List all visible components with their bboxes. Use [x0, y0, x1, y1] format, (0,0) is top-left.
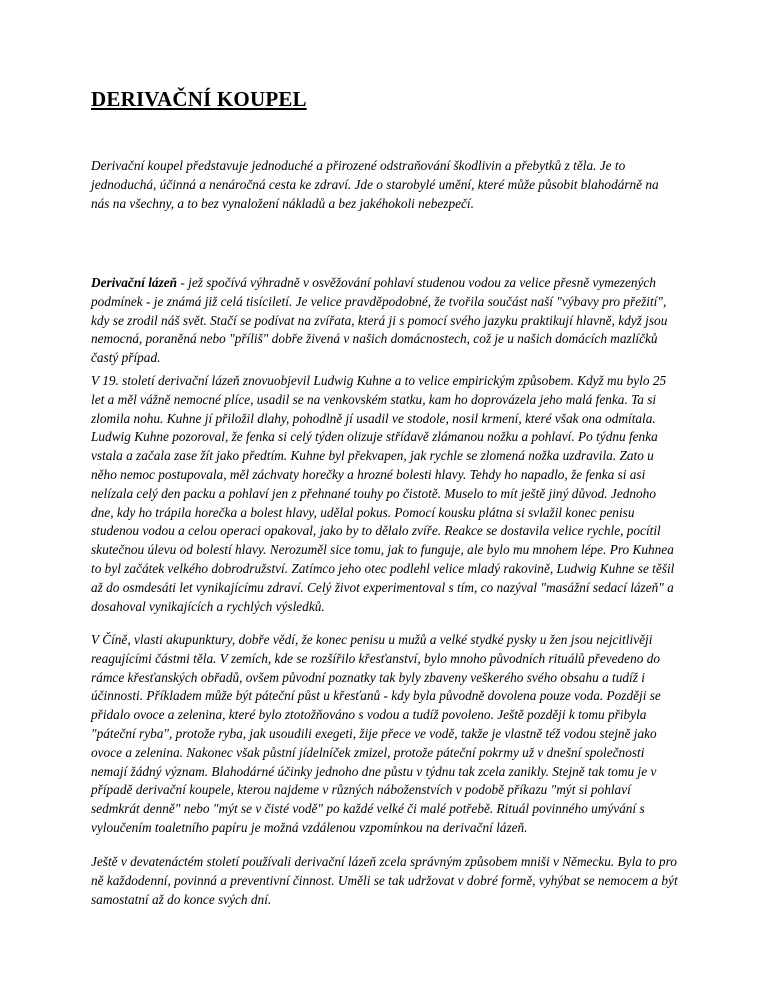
paragraph-body: - jež spočívá výhradně v osvěžování pohlaví studenou vodou za velice přesně vymezených podmínek - je známá již celá tisíciletí. Je velice pravděpodobné, že tvořila součást naší "výbavy pro přežití", kdy se zrodil náš svět. Stačí se podívat na zvířata, která ji s pomocí svého jazyku praktikují hlavně, když jsou nemocná, poraněná nebo "příliš" dobře živená v našich domácnostech, což je u našich domácích mazlíčků častý případ. — [91, 275, 668, 366]
paragraph-mnisi: Ještě v devatenáctém století používali derivační lázeň zcela správným způsobem mniši v Německu. Byla to pro ně každodenní, povinná a preventivní činnost. Uměli se tak udržovat v dobré formě, vyhýbat se nemocem a být samostatní až do konce svých dní. — [91, 854, 678, 907]
paragraph-intro: Derivační koupel představuje jednoduché a přirozené odstraňování škodlivin a přebytků z těla. Je to jednoduchá, účinná a nenáročná cesta ke zdraví. Jde o starobylé umění, které může působit blahodárně na nás na všechny, a to bez vynaložení nákladů a bez jakéhokoli nebezpečí. — [91, 158, 659, 211]
document-title: DERIVAČNÍ KOUPEL — [91, 87, 307, 111]
paragraph-lead-bold: Derivační lázeň — [91, 275, 178, 290]
paragraph-kuhne: V 19. století derivační lázeň znovuobjevil Ludwig Kuhne a to velice empirickým způsobem. Když mu bylo 25 let a měl vážně nemocné plíce, usadil se na venkovském statku, kam ho doprovázela jeho malá fenka. Ta si zlomila nohu. Kuhne jí přiložil dlahy, pohodlně jí usadil ve stodole, nosil krmení, které však ona odmítala. Ludwig Kuhne pozoroval, že fenka si celý týden olizuje střídavě zlámanou nožku a pohlaví. Po týdnu fenka vstala a začala zase žít jako předtím. Kuhne byl překvapen, jak rychle se zlomená nožka uzdravila. Zato u něho nemoc postupovala, měl záchvaty horečky a hrozné bolesti hlavy. Tehdy ho napadlo, že fenka si asi nelízala celý den packu a pohlaví jen z přehnané touhy po čistotě. Muselo to mít ještě jiný důvod. Jednoho dne, kdy ho trápila horečka a bolest hlavy, udělal pokus. Pomocí kousku plátna si svlažil konec penisu studenou vodou a celou operaci opakoval, jako by to dělalo zvíře. Reakce se dostavila velice rychle, pocítil skutečnou úlevu od bolestí hlavy. Nerozuměl sice tomu, jak to funguje, ale bylo mu mnohem lépe. Pro Kuhnea to byl začátek velkého dobrodružství. Zatímco jeho otec podlehl velice mladý rakovině, Ludwig Kuhne se těšil až do osmdesáti let vynikajícímu zdraví. Celý život experimentoval s tím, co nazýval "masážní sedací lázeň" a dosahoval vynikajících a rychlých výsledků. — [91, 373, 675, 614]
paragraph-derivacni-lazen — [91, 274, 679, 368]
paragraph-cina: V Číně, vlasti akupunktury, dobře vědí, že konec penisu u mužů a velké stydké pysky u žen jsou nejcitlivěji reagujícími částmi těla. V zemích, kde se rozšířilo křesťanství, bylo mnoho původních rituálů převedeno do rámce křesťanských obřadů, ovšem původní poznatky tak byly zbaveny veškerého svého obsahu a tudíž i účinnosti. Příkladem může být páteční půst u křesťanů - kdy byla původně dovolena pouze voda. Později se přidalo ovoce a zelenina, které bylo ztotožňováno s vodou a tudíž povoleno. Ještě později k tomu přibyla "páteční ryba", protože ryba, jak usoudili exegeti, žije přece ve vodě, takže je vlastně též vodou stejně jako ovoce a zelenina. Nakonec však půstní jídelníček zmizel, protože páteční pokrmy už v dnešní společnosti nemají žádný význam. Blahodárné účinky jednoho dne půstu v týdnu tak zcela zanikly. Stejně tak tomu je v případě derivační koupele, kterou najdeme v různých náboženstvích v podobě příkazu "mýt si pohlaví sedmkrát denně" nebo "mýt se v čisté vodě" po každé velké či malé potřebě. Rituál povinného umývání s vyloučením toaletního papíru je možná vzdálenou vzpomínkou na derivační lázeň. — [91, 632, 661, 835]
